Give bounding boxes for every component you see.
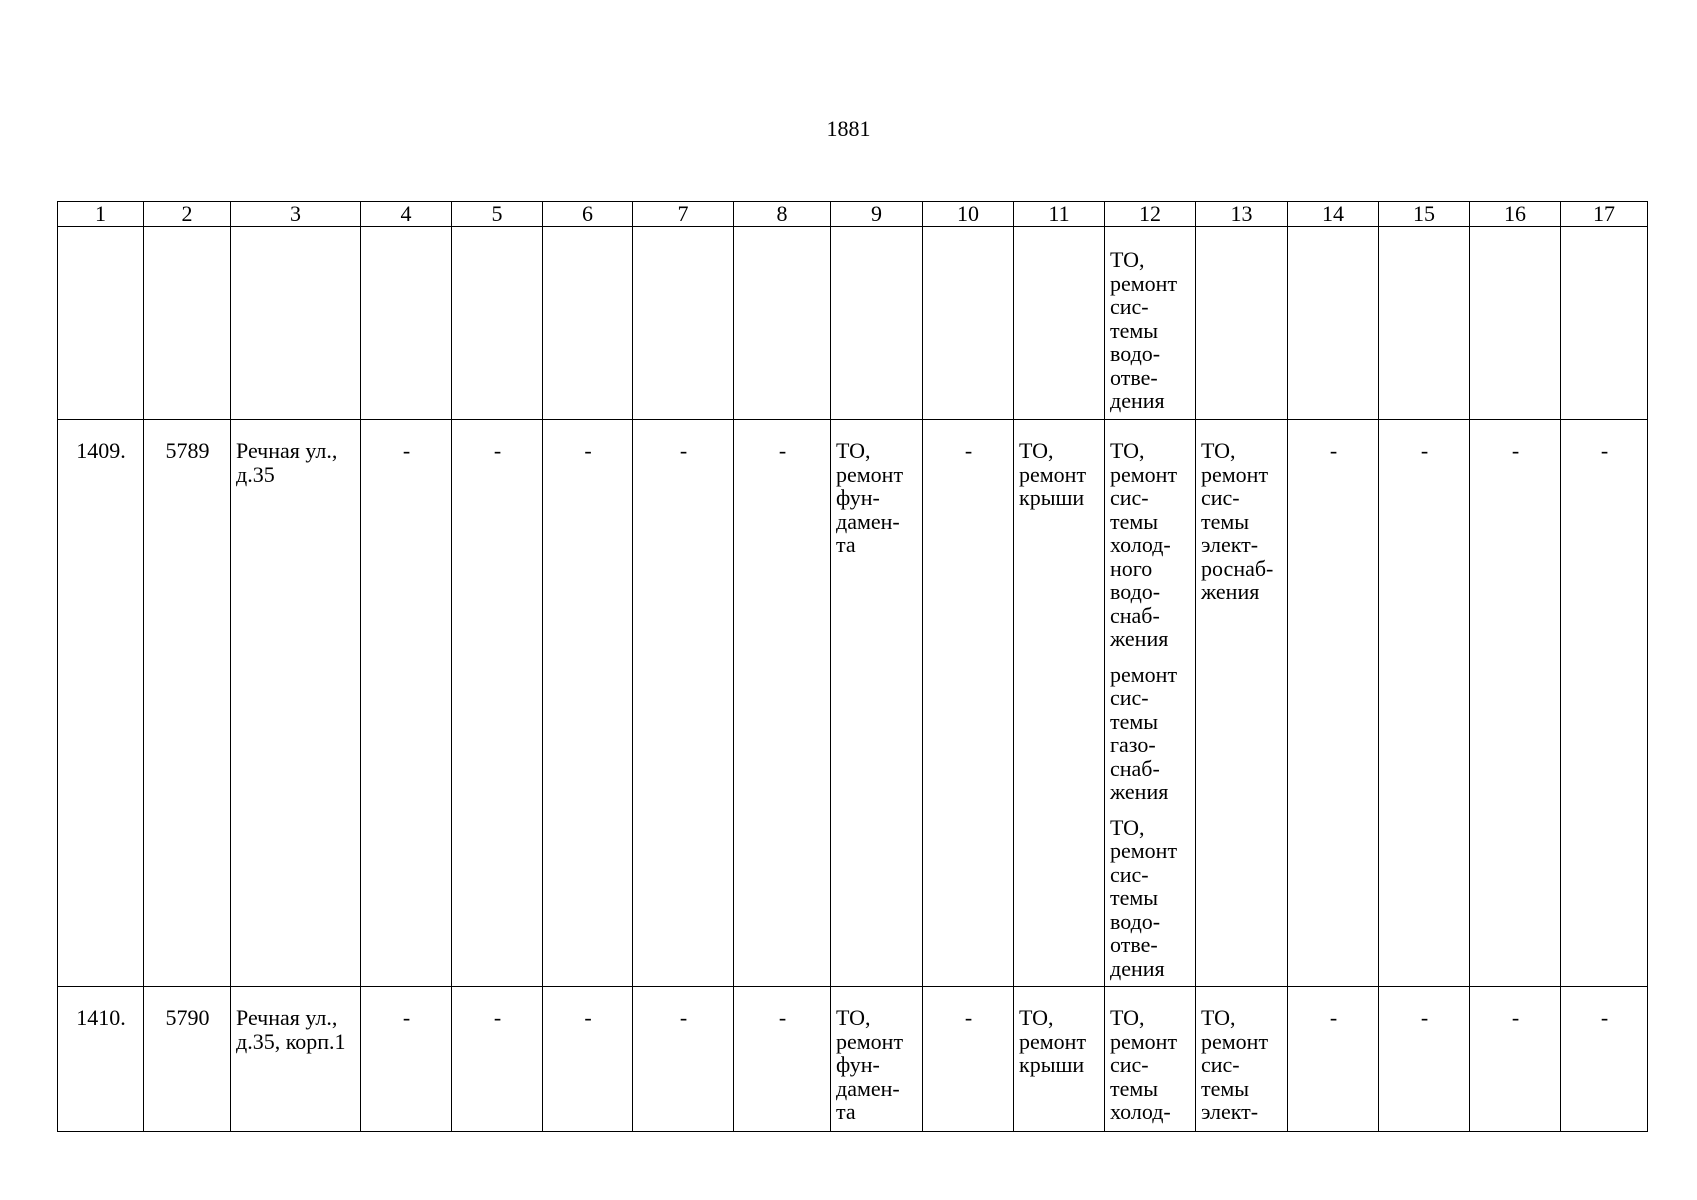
dash-cell: -	[361, 420, 452, 987]
cell-text-line: сис-	[1201, 1052, 1240, 1077]
dash-cell: -	[543, 420, 633, 987]
cell-text-line: ремонт	[1110, 661, 1178, 687]
cell-text-line: дения	[1110, 388, 1165, 413]
cell-text-line: сис-	[1110, 294, 1149, 319]
cell-text-line: снаб-	[1110, 602, 1160, 628]
cell-text-line: сис-	[1110, 1052, 1149, 1077]
works-entry	[1110, 1006, 1191, 1124]
cell-text-line: ТО,	[836, 438, 871, 463]
cell-text-line: сис-	[1110, 861, 1149, 887]
cell-text-line: темы	[1201, 1075, 1250, 1101]
cell-col-6	[543, 227, 633, 420]
cell-text-line: темы	[1110, 1075, 1159, 1101]
dash-cell: -	[1379, 987, 1470, 1132]
cell-col-5	[452, 227, 543, 420]
dash-cell: -	[633, 420, 734, 987]
address-cell	[231, 420, 361, 987]
column-number-4: 4	[361, 202, 452, 227]
dash-cell: -	[923, 420, 1014, 987]
table-row-continuation	[58, 227, 1648, 420]
foundation-works-cell	[831, 987, 923, 1132]
cell-text-line: темы	[1110, 508, 1159, 534]
column-number-13: 13	[1196, 202, 1288, 227]
cell-text-line: темы	[1110, 317, 1159, 343]
cell-text-line: сис-	[1201, 485, 1240, 510]
cell-text-line: дамен-	[836, 508, 900, 534]
cell-text-line: ремонт	[1110, 270, 1178, 296]
dash-cell: -	[633, 987, 734, 1132]
cell-text-line: водо-	[1110, 908, 1161, 934]
cell-col-4	[361, 227, 452, 420]
cell-col-17	[1561, 227, 1648, 420]
roof-works-cell	[1014, 987, 1105, 1132]
cell-text-line: жения	[1110, 626, 1169, 651]
dash-cell: -	[1561, 987, 1648, 1132]
cell-col-3	[231, 227, 361, 420]
cell-text-line: д.35	[236, 461, 275, 487]
cell-text-line: темы	[1201, 508, 1250, 534]
cell-text-line: та	[836, 1099, 856, 1124]
cell-text-line: ремонт	[1110, 838, 1178, 863]
cell-text-line: снаб-	[1110, 755, 1160, 781]
row-number-cell: 1410.	[58, 987, 144, 1132]
column-number-8: 8	[734, 202, 831, 227]
cell-text-line: ТО,	[1201, 438, 1236, 463]
works-entry	[1110, 663, 1191, 804]
cell-text-line: дения	[1110, 955, 1165, 981]
cell-col-8	[734, 227, 831, 420]
dash-cell: -	[1288, 420, 1379, 987]
works-entry	[1110, 439, 1191, 651]
cell-text-line: д.35, корп.1	[236, 1028, 346, 1054]
dash-cell: -	[361, 987, 452, 1132]
column-number-7: 7	[633, 202, 734, 227]
cell-text-line: ремонт	[1201, 461, 1269, 487]
cell-text-line: жения	[1110, 779, 1169, 804]
dash-cell: -	[734, 987, 831, 1132]
cell-text-line: темы	[1110, 885, 1159, 910]
cell-text-line: ного	[1110, 555, 1153, 581]
column-number-5: 5	[452, 202, 543, 227]
dash-cell: -	[1379, 420, 1470, 987]
foundation-works-cell	[831, 420, 923, 987]
engineering-systems-works-cell	[1105, 987, 1196, 1132]
cell-text-line: ремонт	[1110, 461, 1178, 487]
column-number-10: 10	[923, 202, 1014, 227]
dash-cell: -	[734, 420, 831, 987]
engineering-systems-works-cell	[1105, 420, 1196, 987]
power-supply-works-cell	[1196, 420, 1288, 987]
column-number-14: 14	[1288, 202, 1379, 227]
cell-text-line: ТО,	[1110, 247, 1145, 272]
cell-text-line: элект-	[1201, 532, 1259, 557]
cell-text-line: ремонт	[1019, 1028, 1087, 1054]
column-number-16: 16	[1470, 202, 1561, 227]
cell-col-16	[1470, 227, 1561, 420]
cell-text-line: ремонт	[836, 461, 904, 487]
column-number-header-row	[58, 202, 1648, 227]
column-number-11: 11	[1014, 202, 1105, 227]
cell-text-line: холод-	[1110, 1099, 1171, 1124]
cell-text-line: жения	[1201, 579, 1260, 604]
row-number-cell: 1409.	[58, 420, 144, 987]
cell-text-line: дамен-	[836, 1075, 900, 1101]
dash-cell: -	[1470, 420, 1561, 987]
dash-cell: -	[452, 420, 543, 987]
cell-text-line: ТО,	[1019, 1005, 1054, 1030]
cell-col-13	[1196, 227, 1288, 420]
cell-text-line: отве-	[1110, 364, 1158, 390]
table-row	[58, 420, 1648, 987]
cell-text-line: та	[836, 532, 856, 557]
dash-cell: -	[923, 987, 1014, 1132]
table-row	[58, 987, 1648, 1132]
column-number-17: 17	[1561, 202, 1648, 227]
cell-col-10	[923, 227, 1014, 420]
cell-col-2	[144, 227, 231, 420]
cell-text-line: элект-	[1201, 1099, 1259, 1124]
dash-cell: -	[1561, 420, 1648, 987]
cell-text-line: Речная ул.,	[236, 1005, 338, 1030]
cell-text-line: сис-	[1110, 685, 1149, 710]
object-code-cell: 5789	[144, 420, 231, 987]
cell-text-line: ремонт	[1201, 1028, 1269, 1054]
column-number-15: 15	[1379, 202, 1470, 227]
cell-text-line: ТО,	[1019, 438, 1054, 463]
cell-text-line: роснаб-	[1201, 555, 1274, 581]
cell-col-12	[1105, 227, 1196, 420]
cell-text-line: Речная ул.,	[236, 438, 338, 463]
cell-text-line: крыши	[1019, 1052, 1085, 1077]
dash-cell: -	[1288, 987, 1379, 1132]
cell-text-line: ТО,	[836, 1005, 871, 1030]
cell-col-11	[1014, 227, 1105, 420]
cell-text-line: темы	[1110, 708, 1159, 734]
cell-col-14	[1288, 227, 1379, 420]
page-number: 1881	[826, 116, 871, 141]
cell-col-7	[633, 227, 734, 420]
roof-works-cell	[1014, 420, 1105, 987]
cell-text-line: фун-	[836, 1052, 880, 1077]
table-body	[58, 227, 1648, 1132]
dash-cell: -	[1470, 987, 1561, 1132]
cell-text-line: сис-	[1110, 485, 1149, 510]
column-number-2: 2	[144, 202, 231, 227]
address-cell	[231, 987, 361, 1132]
cell-text-line: водо-	[1110, 341, 1161, 366]
cell-text-line: холод-	[1110, 532, 1171, 557]
cell-text-line: ремонт	[836, 1028, 904, 1054]
cell-text-line: ТО,	[1110, 438, 1145, 463]
column-number-6: 6	[543, 202, 633, 227]
works-table	[57, 201, 1648, 1132]
cell-text-line: ремонт	[1110, 1028, 1178, 1054]
dash-cell: -	[543, 987, 633, 1132]
works-entry	[1110, 816, 1191, 981]
cell-text-line: ремонт	[1019, 461, 1087, 487]
dash-cell: -	[452, 987, 543, 1132]
column-number-12: 12	[1105, 202, 1196, 227]
column-number-9: 9	[831, 202, 923, 227]
cell-text-line: отве-	[1110, 932, 1158, 957]
cell-text-line: газо-	[1110, 732, 1156, 757]
cell-text-line: ТО,	[1110, 1005, 1145, 1030]
cell-text-line: ТО,	[1201, 1005, 1236, 1030]
cell-col-15	[1379, 227, 1470, 420]
object-code-cell: 5790	[144, 987, 231, 1132]
cell-text-line: фун-	[836, 485, 880, 510]
cell-text-line: водо-	[1110, 579, 1161, 604]
column-number-1: 1	[58, 202, 144, 227]
power-supply-works-cell	[1196, 987, 1288, 1132]
cell-col-1	[58, 227, 144, 420]
cell-col-9	[831, 227, 923, 420]
column-number-3: 3	[231, 202, 361, 227]
cell-text-line: ТО,	[1110, 814, 1145, 840]
cell-text-line: крыши	[1019, 485, 1085, 510]
